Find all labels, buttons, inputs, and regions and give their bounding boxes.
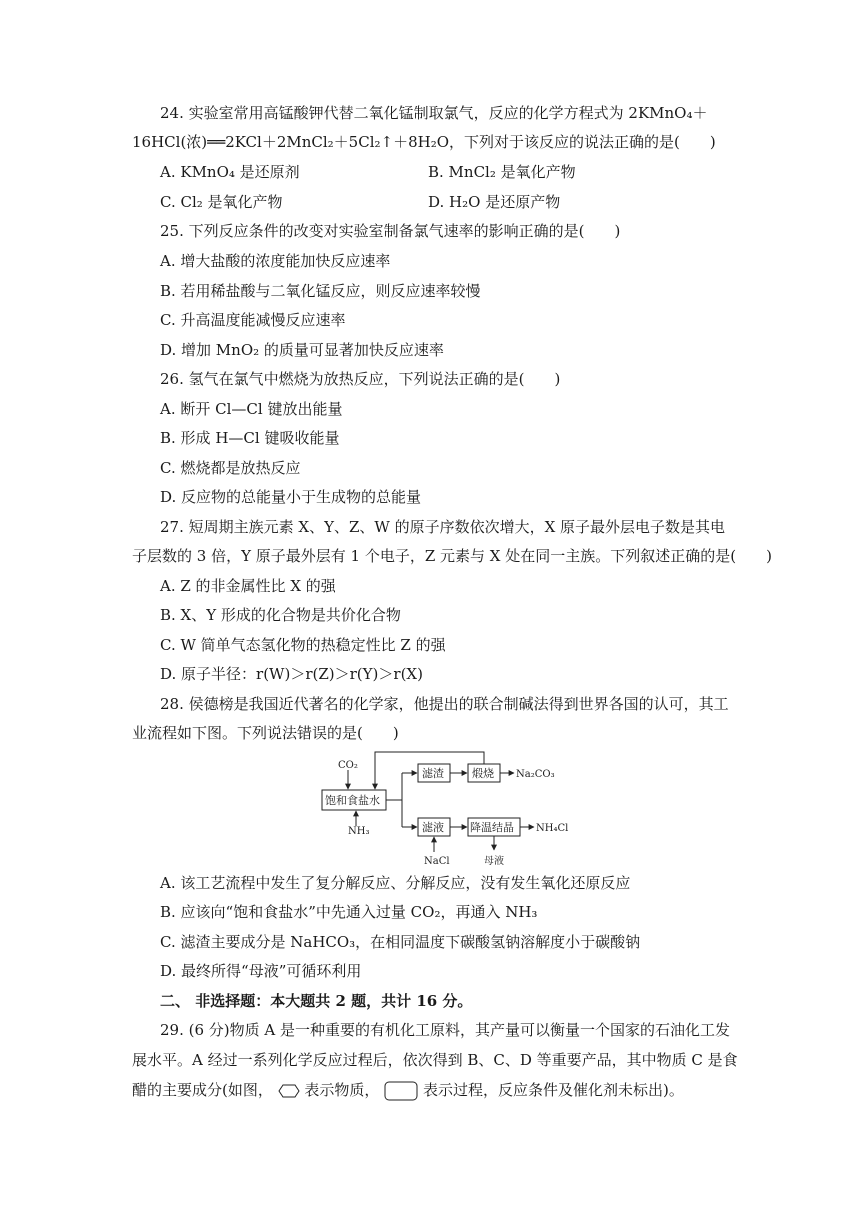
q27-option-a: A. Z 的非金属性比 X 的强 <box>160 577 336 595</box>
nh3-label: NH₃ <box>348 826 370 837</box>
q28-option-d: D. 最终所得“母液”可循环利用 <box>160 962 362 980</box>
nh4cl-label: NH₄Cl <box>536 823 569 834</box>
q29-line3-post: 表示过程，反应条件及催化剂未标出)。 <box>423 1081 684 1099</box>
q25-option-c: C. 升高温度能减慢反应速率 <box>160 311 346 329</box>
q24-option-a: A. KMnO₄ 是还原剂 <box>160 163 300 181</box>
q24-stem-line2: 16HCl(浓)══2KCl＋2MnCl₂＋5Cl₂↑＋8H₂O，下列对于该反应的说法正确的是( ) <box>132 133 716 151</box>
q29-stem-line1: 29. (6 分)物质 A 是一种重要的有机化工原料，其产量可以衡量一个国家的石油化工发 <box>160 1021 731 1039</box>
q29-stem-line3 <box>132 1079 684 1101</box>
mother-liquor-label: 母液 <box>484 856 504 867</box>
q26-option-a: A. 断开 Cl—Cl 键放出能量 <box>160 400 343 418</box>
q29-line3-mid: 表示物质， <box>304 1081 380 1099</box>
filtrate-label: 滤液 <box>422 821 444 834</box>
q25-option-a: A. 增大盐酸的浓度能加快反应速率 <box>160 252 391 270</box>
q24-option-c: C. Cl₂ 是氧化产物 <box>160 193 283 211</box>
q26-stem: 26. 氢气在氯气中燃烧为放热反应，下列说法正确的是( ) <box>160 370 561 388</box>
q28-option-a: A. 该工艺流程中发生了复分解反应、分解反应，没有发生氧化还原反应 <box>160 874 631 892</box>
nacl-label: NaCl <box>424 856 450 867</box>
q28-option-b: B. 应该向“饱和食盐水”中先通入过量 CO₂，再通入 NH₃ <box>160 903 538 921</box>
cool-label: 降温结晶 <box>470 821 514 834</box>
q24-option-b: B. MnCl₂ 是氧化产物 <box>428 163 576 181</box>
process-flow-diagram <box>310 748 600 870</box>
q29-stem-line2: 展水平。A 经过一系列化学反应过程后，依次得到 B、C、D 等重要产品，其中物质 C 是食 <box>132 1051 738 1069</box>
q28-stem-line1: 28. 侯德榜是我国近代著名的化学家，他提出的联合制碱法得到世界各国的认可，其工 <box>160 695 729 713</box>
hexagon-icon <box>278 1084 300 1098</box>
section-2-heading: 二、 非选择题：本大题共 2 题，共计 16 分。 <box>160 992 473 1010</box>
q27-stem-line2: 子层数的 3 倍，Y 原子最外层有 1 个电子，Z 元素与 X 处在同一主族。下列叙述正确的是( ) <box>132 547 772 565</box>
calcine-label: 煅烧 <box>472 767 494 780</box>
q28-option-c: C. 滤渣主要成分是 NaHCO₃，在相同温度下碳酸氢钠溶解度小于碳酸钠 <box>160 933 641 951</box>
q26-option-d: D. 反应物的总能量小于生成物的总能量 <box>160 488 422 506</box>
q27-stem-line1: 27. 短周期主族元素 X、Y、Z、W 的原子序数依次增大，X 原子最外层电子数是其电 <box>160 518 726 536</box>
q25-option-d: D. 增加 MnO₂ 的质量可显著加快反应速率 <box>160 341 444 359</box>
q24-option-d: D. H₂O 是还原产物 <box>428 193 561 211</box>
q26-option-c: C. 燃烧都是放热反应 <box>160 459 301 477</box>
q27-option-b: B. X、Y 形成的化合物是共价化合物 <box>160 606 401 624</box>
q28-stem-line2: 业流程如下图。下列说法错误的是( ) <box>132 724 399 742</box>
na2co3-label: Na₂CO₃ <box>516 769 555 780</box>
rounded-rect-icon <box>384 1081 418 1101</box>
q27-option-c: C. W 简单气态氢化物的热稳定性比 Z 的强 <box>160 636 446 654</box>
q27-option-d: D. 原子半径：r(W)＞r(Z)＞r(Y)＞r(X) <box>160 665 423 683</box>
brine-label: 饱和食盐水 <box>325 794 380 807</box>
q24-stem-line1: 24. 实验室常用高锰酸钾代替二氧化锰制取氯气，反应的化学方程式为 2KMnO₄＋ <box>160 104 708 122</box>
q25-option-b: B. 若用稀盐酸与二氧化锰反应，则反应速率较慢 <box>160 282 481 300</box>
q26-option-b: B. 形成 H—Cl 键吸收能量 <box>160 429 340 447</box>
q25-stem: 25. 下列反应条件的改变对实验室制备氯气速率的影响正确的是( ) <box>160 222 621 240</box>
residue-label: 滤渣 <box>422 767 444 780</box>
co2-label: CO₂ <box>338 760 358 771</box>
q29-line3-pre: 醋的主要成分(如图， <box>132 1081 273 1099</box>
